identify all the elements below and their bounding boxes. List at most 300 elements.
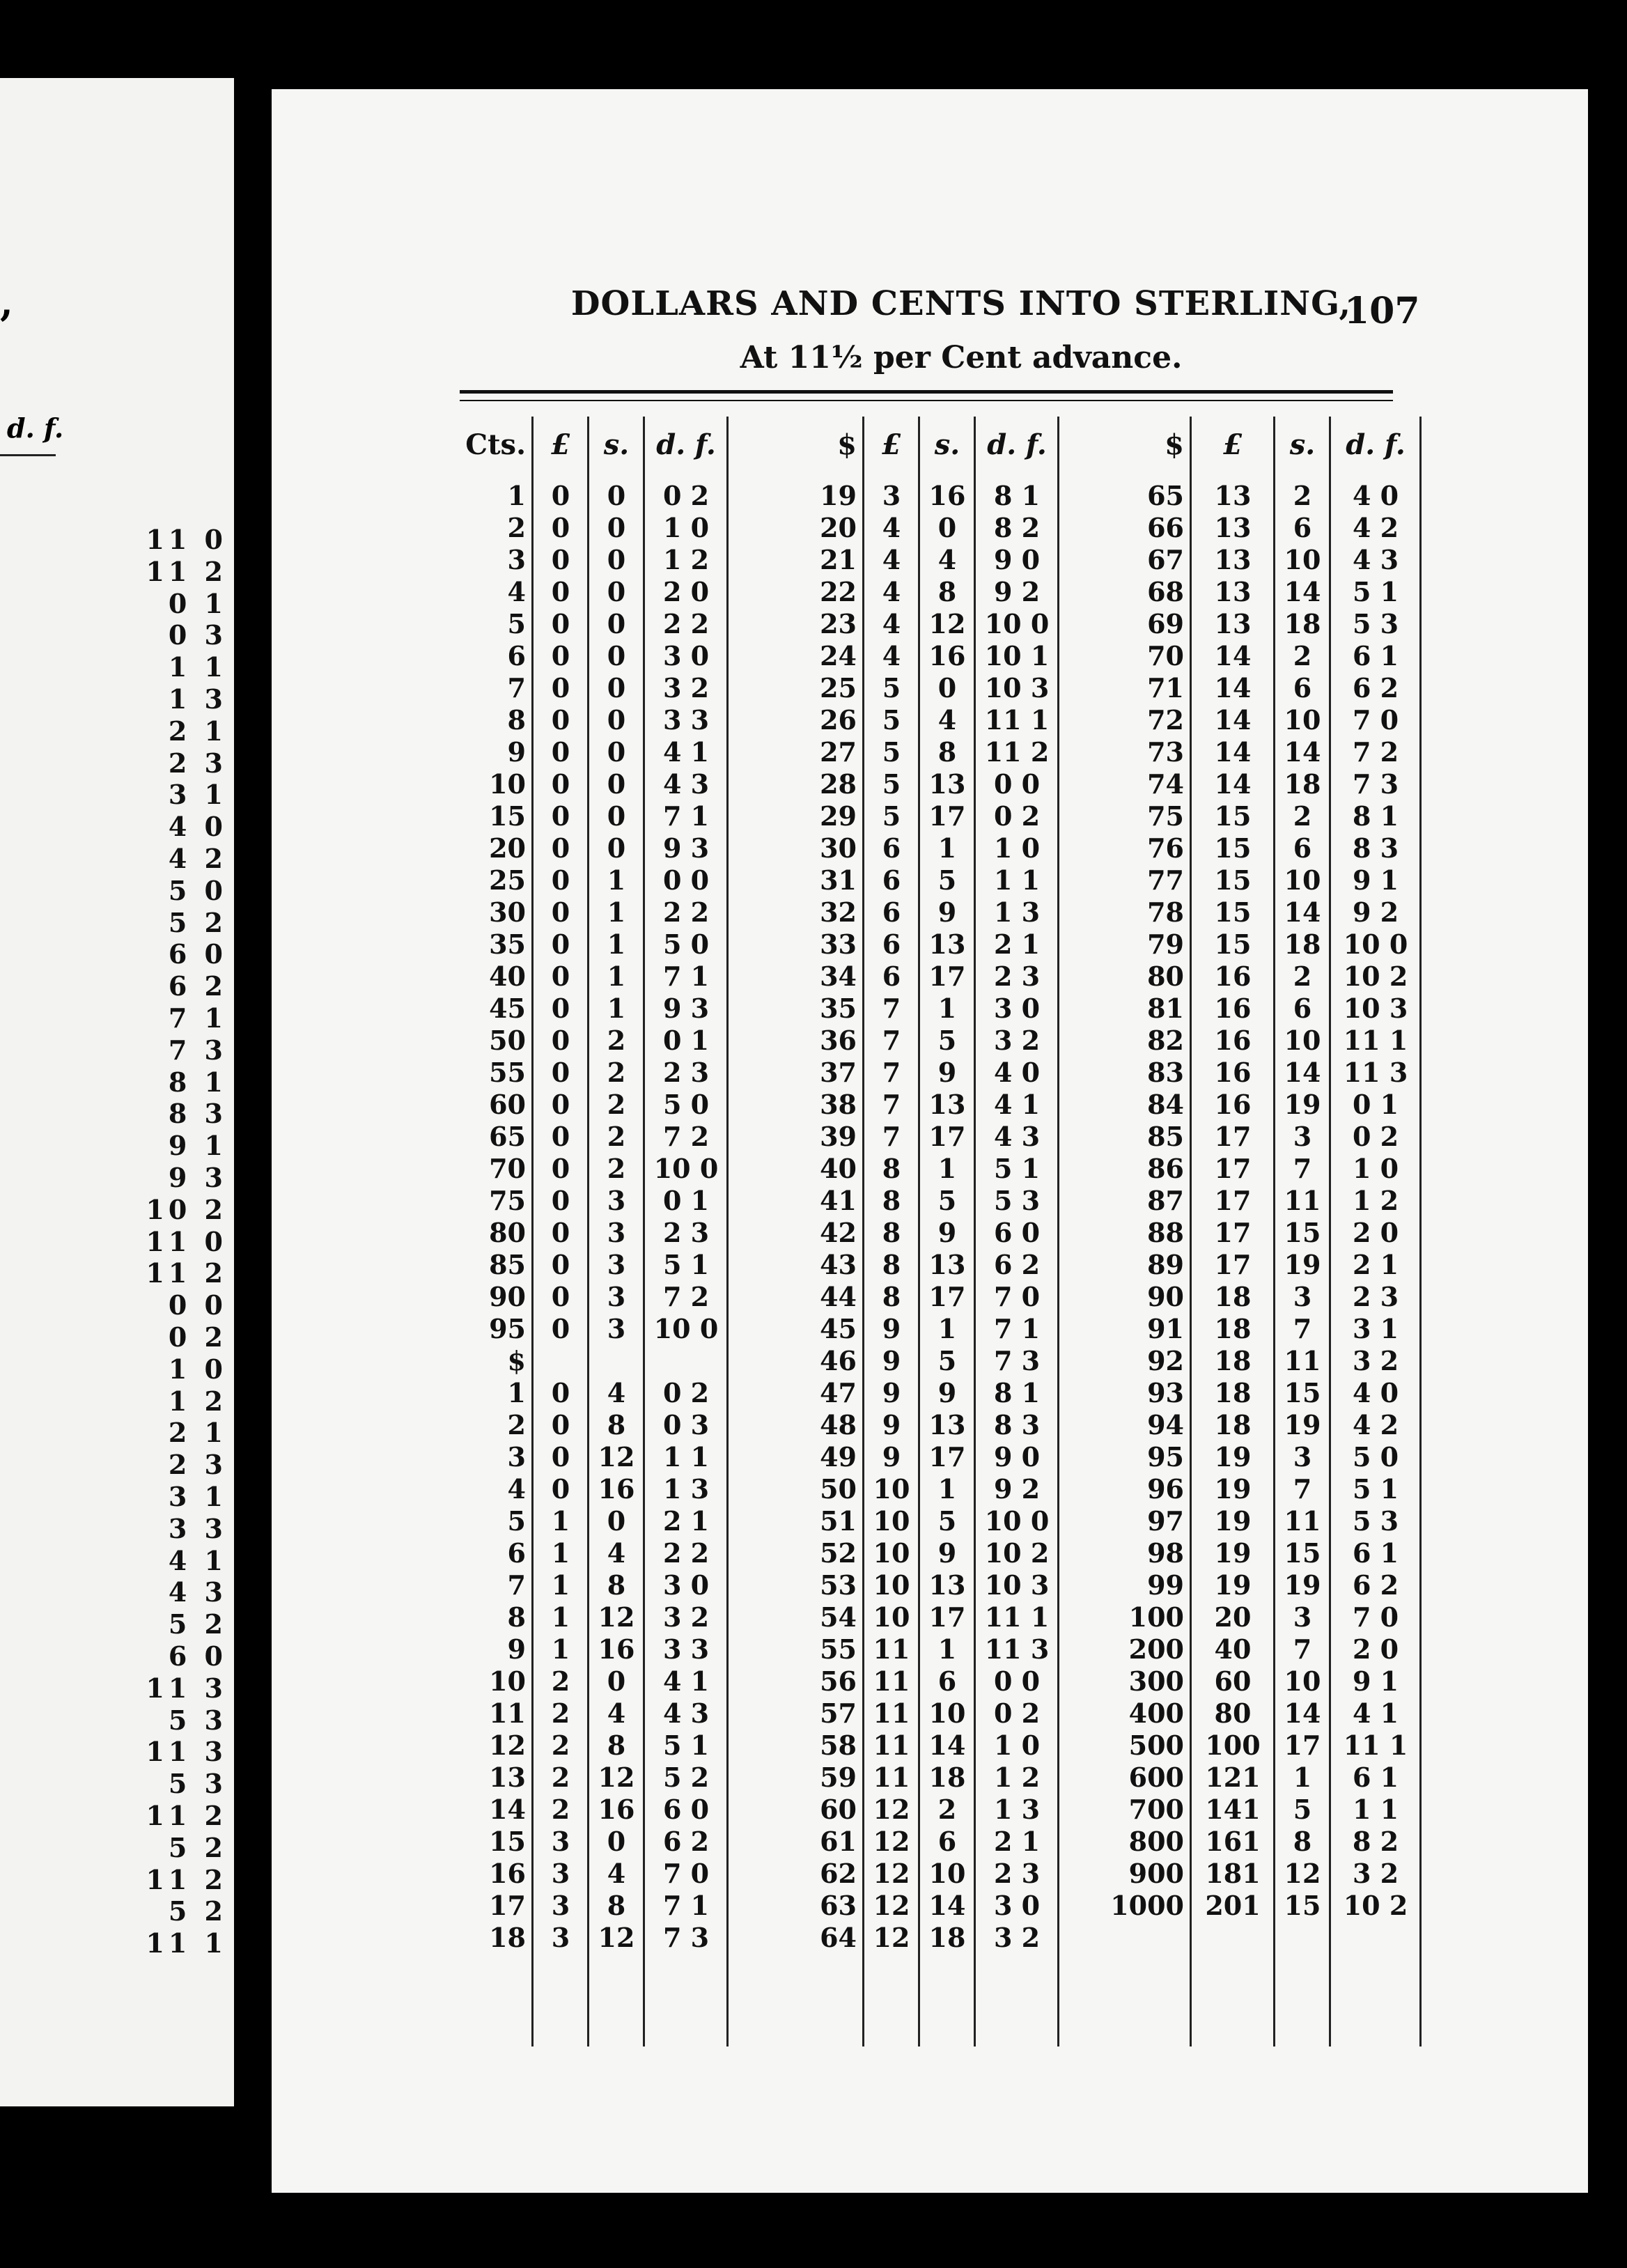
table-cell: 3	[1293, 1601, 1312, 1633]
page-subtitle: At 11½ per Cent advance.	[740, 340, 1183, 375]
table-cell: 4	[937, 543, 957, 575]
table-cell: 0	[607, 736, 626, 768]
table-row	[1100, 1537, 1421, 1569]
table-cell: 23	[820, 607, 857, 639]
table-cell: 16	[598, 1473, 635, 1505]
table-cell: 15	[1284, 1376, 1321, 1408]
table-cell: 12	[873, 1889, 910, 1921]
table-cell: 15	[1214, 864, 1252, 896]
table-cell: 12	[873, 1921, 910, 1953]
left-value-cell: 3 1	[168, 1481, 227, 1512]
left-value-cell: 7 3	[168, 1034, 227, 1066]
table-cell: 3 0	[993, 992, 1041, 1024]
table-cell: 83	[1147, 1056, 1184, 1088]
left-value-cell: 11 0	[146, 524, 227, 555]
table-cell: 81	[1147, 992, 1184, 1024]
table-cell: 50	[820, 1473, 857, 1505]
table-cell: 16	[598, 1633, 635, 1665]
table-cell: 16	[1214, 1056, 1252, 1088]
table-cell: 90	[489, 1280, 526, 1312]
table-cell: 89	[1147, 1248, 1184, 1280]
table-cell: 1 0	[993, 1729, 1041, 1761]
left-value-cell: 1 2	[168, 1385, 227, 1417]
table-cell: 55	[489, 1056, 526, 1088]
left-value-cell: 10 2	[146, 1193, 227, 1225]
table-cell: 6 2	[993, 1248, 1041, 1280]
table-cell: 85	[1147, 1120, 1184, 1152]
table-cell: $	[507, 1344, 526, 1376]
table-cell: 9 0	[993, 1440, 1041, 1473]
table-cell: 9	[937, 1376, 957, 1408]
table-cell: 0	[551, 671, 570, 704]
left-value-cell: 8 1	[168, 1066, 227, 1098]
table-cell: 700	[1128, 1793, 1184, 1825]
table-cell: 3	[607, 1216, 626, 1248]
table-cell: 5	[937, 1344, 957, 1376]
table-cell: 10	[1284, 1665, 1321, 1697]
table-cell: 2	[607, 1088, 626, 1120]
table-cell: 10	[1284, 1024, 1321, 1056]
table-cell: 27	[820, 736, 857, 768]
table-cell: 10	[873, 1537, 910, 1569]
table-cell: 2 1	[993, 1825, 1041, 1857]
column-rule	[587, 417, 589, 2046]
table-cell: 33	[820, 928, 857, 960]
table-cell: 59	[820, 1761, 857, 1793]
table-cell: 18	[1214, 1408, 1252, 1440]
table-cell: 0	[937, 671, 957, 704]
table-cell: 10 1	[984, 639, 1050, 671]
table-cell: 3 2	[662, 671, 710, 704]
table-cell: 3	[551, 1889, 570, 1921]
table-cell: 800	[1128, 1825, 1184, 1857]
table-cell: 9 0	[993, 543, 1041, 575]
column-rule	[974, 417, 976, 2046]
table-cell: 63	[820, 1889, 857, 1921]
table-cell: 9	[937, 1056, 957, 1088]
table-cell: 2	[1293, 639, 1312, 671]
column-header: £	[1223, 428, 1243, 461]
table-cell: 9	[937, 1537, 957, 1569]
table-cell: 45	[820, 1312, 857, 1344]
table-cell: 13	[928, 1408, 966, 1440]
column-rule	[1273, 417, 1275, 2046]
table-cell: 8	[607, 1889, 626, 1921]
table-cell: 10 0	[984, 607, 1050, 639]
table-cell: 7 0	[1352, 1601, 1399, 1633]
table-cell: 0	[937, 511, 957, 543]
table-row	[1100, 1152, 1421, 1184]
table-cell: 0	[551, 1248, 570, 1280]
left-value-cell: 7 1	[168, 1002, 227, 1034]
left-value-cell: 5 2	[168, 1608, 227, 1640]
table-cell: 4	[882, 575, 901, 607]
table-cell: 3	[607, 1184, 626, 1216]
table-cell: 4 3	[1352, 543, 1399, 575]
table-row	[1100, 1761, 1421, 1793]
left-value-cell: 6 2	[168, 970, 227, 1002]
table-cell: 0	[551, 575, 570, 607]
table-cell: 2 1	[993, 928, 1041, 960]
table-cell: 3 1	[1352, 1312, 1399, 1344]
table-cell: 13	[1214, 575, 1252, 607]
table-cell: 13	[928, 1569, 966, 1601]
table-cell: 201	[1205, 1889, 1261, 1921]
table-cell: 2 3	[993, 1857, 1041, 1889]
left-value-cell: 9 1	[168, 1130, 227, 1162]
table-cell: 8	[1293, 1825, 1312, 1857]
table-cell: 26	[820, 704, 857, 736]
table-cell: 7 0	[662, 1857, 710, 1889]
table-cell: 13	[1214, 607, 1252, 639]
table-cell: 1	[607, 960, 626, 992]
table-row	[1100, 1729, 1421, 1761]
left-value-cell: 2 3	[168, 747, 227, 779]
table-cell: 4 3	[662, 768, 710, 800]
table-row	[1100, 864, 1421, 896]
table-cell: 11 1	[1343, 1024, 1408, 1056]
table-cell: 44	[820, 1280, 857, 1312]
table-cell: 4 1	[662, 736, 710, 768]
table-cell: 6	[937, 1825, 957, 1857]
table-cell: 29	[820, 800, 857, 832]
table-cell: 15	[1284, 1537, 1321, 1569]
table-cell: 19	[1284, 1248, 1321, 1280]
left-value-cell: 5 2	[168, 1831, 227, 1863]
table-cell: 6 1	[1352, 639, 1399, 671]
table-cell: 10 0	[1343, 928, 1408, 960]
table-cell: 17	[1214, 1120, 1252, 1152]
table-cell: 1	[937, 832, 957, 864]
table-cell: 0	[551, 704, 570, 736]
table-cell: 97	[1147, 1505, 1184, 1537]
column-rule	[531, 417, 534, 2046]
table-cell: 8	[882, 1184, 901, 1216]
table-cell: 24	[820, 639, 857, 671]
table-cell: 8 1	[993, 1376, 1041, 1408]
table-cell: 10 2	[1343, 960, 1408, 992]
table-cell: 0	[551, 607, 570, 639]
table-cell: 100	[1205, 1729, 1261, 1761]
table-cell: 15	[1284, 1889, 1321, 1921]
column-header: £	[551, 428, 570, 461]
table-cell: 1	[937, 992, 957, 1024]
column-header: s.	[1289, 428, 1316, 461]
table-row	[1100, 1569, 1421, 1601]
left-value-cell: 11 2	[146, 1800, 227, 1831]
table-cell: 13	[489, 1761, 526, 1793]
table-cell: 18	[928, 1761, 966, 1793]
table-cell: 17	[928, 960, 966, 992]
table-cell: 14	[928, 1729, 966, 1761]
left-value-cell: 11 2	[146, 1863, 227, 1895]
column-rule	[918, 417, 920, 2046]
column-rule	[862, 417, 864, 2046]
table-cell: 7	[1293, 1152, 1312, 1184]
table-cell: 56	[820, 1665, 857, 1697]
table-cell: 0	[607, 704, 626, 736]
table-cell: 18	[1214, 1312, 1252, 1344]
table-cell: 16	[1214, 1088, 1252, 1120]
table-cell: 0	[551, 1473, 570, 1505]
table-cell: 30	[820, 832, 857, 864]
table-cell: 12	[598, 1440, 635, 1473]
table-cell: 2	[551, 1793, 570, 1825]
table-cell: 6	[507, 1537, 526, 1569]
table-cell: 7 0	[993, 1280, 1041, 1312]
table-cell: 0	[607, 479, 626, 511]
table-cell: 8	[507, 1601, 526, 1633]
page-number: 107	[1344, 290, 1420, 332]
table-cell: 9	[882, 1440, 901, 1473]
table-cell: 78	[1147, 896, 1184, 928]
table-cell: 16	[1214, 992, 1252, 1024]
table-cell: 10 0	[653, 1152, 719, 1184]
table-cell: 12	[873, 1825, 910, 1857]
table-cell: 3	[1293, 1120, 1312, 1152]
table-cell: 1	[507, 1376, 526, 1408]
table-cell: 14	[1214, 768, 1252, 800]
table-cell: 6 1	[1352, 1537, 1399, 1569]
table-cell: 0 2	[662, 479, 710, 511]
table-cell: 14	[1214, 704, 1252, 736]
table-cell: 21	[820, 543, 857, 575]
table-cell: 0	[607, 607, 626, 639]
table-cell: 7 2	[662, 1120, 710, 1152]
table-cell: 52	[820, 1537, 857, 1569]
table-cell: 3 0	[662, 1569, 710, 1601]
table-cell: 0	[551, 864, 570, 896]
table-row	[1100, 1440, 1421, 1473]
left-value-cell: 4 0	[168, 811, 227, 843]
left-value-cell: 11 0	[146, 1225, 227, 1257]
table-cell: 9 1	[1352, 1665, 1399, 1697]
table-cell: 96	[1147, 1473, 1184, 1505]
table-row	[1100, 1601, 1421, 1633]
page-title: DOLLARS AND CENTS INTO STERLING,	[570, 284, 1352, 323]
table-cell: 5 0	[1352, 1440, 1399, 1473]
table-row	[1100, 543, 1421, 575]
table-cell: 65	[1147, 479, 1184, 511]
table-cell: 7 1	[662, 1889, 710, 1921]
table-cell: 6	[882, 832, 901, 864]
left-value-cell: 5 0	[168, 874, 227, 906]
table-cell: 0	[607, 1825, 626, 1857]
table-cell: 5	[882, 800, 901, 832]
table-row	[1100, 1376, 1421, 1408]
table-cell: 5 1	[662, 1729, 710, 1761]
table-cell: 2	[551, 1761, 570, 1793]
table-cell: 0 0	[993, 1665, 1041, 1697]
table-cell: 8	[607, 1729, 626, 1761]
left-value-cell: 1 3	[168, 683, 227, 715]
table-cell: 1	[551, 1601, 570, 1633]
table-cell: 0 0	[662, 864, 710, 896]
table-cell: 6	[937, 1665, 957, 1697]
table-cell: 10	[873, 1473, 910, 1505]
table-cell: 76	[1147, 832, 1184, 864]
table-cell: 11 1	[1343, 1729, 1408, 1761]
table-cell: 20	[489, 832, 526, 864]
table-cell: 0	[607, 800, 626, 832]
left-value-cell: 5 3	[168, 1704, 227, 1736]
table-cell: 15	[1214, 896, 1252, 928]
table-cell: 11	[873, 1761, 910, 1793]
table-cell: 5	[507, 1505, 526, 1537]
left-value-cell: 2 3	[168, 1449, 227, 1481]
conversion-table-dollars-19-64	[780, 410, 1059, 2046]
table-cell: 300	[1128, 1665, 1184, 1697]
table-cell: 72	[1147, 704, 1184, 736]
table-cell: 1 2	[662, 543, 710, 575]
table-cell: 2	[937, 1793, 957, 1825]
table-cell: 7	[882, 1056, 901, 1088]
left-value-cell: 4 3	[168, 1576, 227, 1608]
table-cell: 75	[1147, 800, 1184, 832]
table-cell: 4 3	[993, 1120, 1041, 1152]
left-value-cell: 2 1	[168, 1417, 227, 1449]
table-cell: 5 3	[1352, 607, 1399, 639]
table-cell: 9	[882, 1376, 901, 1408]
table-cell: 19	[1214, 1473, 1252, 1505]
table-cell: 14	[1284, 896, 1321, 928]
table-cell: 17	[928, 1440, 966, 1473]
table-cell: 0 2	[993, 800, 1041, 832]
table-cell: 0	[551, 1024, 570, 1056]
table-cell: 1	[607, 992, 626, 1024]
table-cell: 13	[928, 928, 966, 960]
table-cell: 6	[882, 928, 901, 960]
table-cell: 19	[1284, 1408, 1321, 1440]
table-cell: 3	[1293, 1440, 1312, 1473]
table-cell: 9	[882, 1344, 901, 1376]
table-cell: 5	[882, 768, 901, 800]
table-cell: 5 1	[662, 1248, 710, 1280]
table-cell: 65	[489, 1120, 526, 1152]
table-cell: 31	[820, 864, 857, 896]
table-cell: 10	[489, 768, 526, 800]
table-cell: 17	[928, 1120, 966, 1152]
table-cell: 0	[551, 639, 570, 671]
table-row	[1100, 1184, 1421, 1216]
left-value-cell: 0 1	[168, 587, 227, 619]
table-cell: 79	[1147, 928, 1184, 960]
table-row	[1100, 1056, 1421, 1088]
table-cell: 3	[507, 1440, 526, 1473]
header-rule-thick	[460, 390, 1393, 394]
column-header: s.	[603, 428, 630, 461]
table-cell: 17	[1214, 1216, 1252, 1248]
table-cell: 6 2	[662, 1825, 710, 1857]
table-cell: 12	[598, 1601, 635, 1633]
table-cell: 15	[1214, 800, 1252, 832]
table-cell: 35	[489, 928, 526, 960]
table-row	[1100, 832, 1421, 864]
table-cell: 2 3	[993, 960, 1041, 992]
table-cell: 11 2	[984, 736, 1050, 768]
table-cell: 1 0	[993, 832, 1041, 864]
table-cell: 10 2	[984, 1537, 1050, 1569]
table-cell: 3 2	[993, 1024, 1041, 1056]
table-cell: 7 3	[993, 1344, 1041, 1376]
table-cell: 18	[1214, 1280, 1252, 1312]
table-cell: 9	[882, 1408, 901, 1440]
table-cell: 16	[928, 639, 966, 671]
table-cell: 4	[607, 1537, 626, 1569]
table-cell: 10	[873, 1505, 910, 1537]
table-cell: 8	[882, 1216, 901, 1248]
table-cell: 3 2	[1352, 1344, 1399, 1376]
table-cell: 5 1	[993, 1152, 1041, 1184]
table-cell: 7 1	[993, 1312, 1041, 1344]
table-cell: 64	[820, 1921, 857, 1953]
table-row	[1100, 1248, 1421, 1280]
table-cell: 2 2	[662, 896, 710, 928]
left-value-cell: 1 1	[168, 651, 227, 683]
table-cell: 5	[937, 1505, 957, 1537]
table-cell: 13	[1214, 511, 1252, 543]
table-cell: 10	[873, 1569, 910, 1601]
table-cell: 92	[1147, 1344, 1184, 1376]
table-cell: 20	[1214, 1601, 1252, 1633]
table-cell: 1 3	[993, 896, 1041, 928]
table-cell: 4 0	[1352, 1376, 1399, 1408]
table-cell: 11	[873, 1633, 910, 1665]
table-cell: 3 3	[662, 704, 710, 736]
table-cell: 8	[607, 1408, 626, 1440]
table-cell: 1	[607, 928, 626, 960]
table-cell: 4	[507, 575, 526, 607]
table-cell: 14	[1214, 671, 1252, 704]
table-cell: 2	[607, 1152, 626, 1184]
table-row	[1100, 1344, 1421, 1376]
table-cell: 141	[1205, 1793, 1261, 1825]
table-cell: 8	[937, 736, 957, 768]
table-cell: 3	[507, 543, 526, 575]
table-cell: 14	[1214, 639, 1252, 671]
table-cell: 28	[820, 768, 857, 800]
table-cell: 68	[1147, 575, 1184, 607]
book-gutter	[234, 0, 272, 2268]
left-value-cell: 8 3	[168, 1098, 227, 1130]
table-cell: 10	[1284, 543, 1321, 575]
table-cell: 15	[489, 1825, 526, 1857]
table-cell: 1 3	[662, 1473, 710, 1505]
table-cell: 1 1	[662, 1440, 710, 1473]
table-cell: 0	[551, 479, 570, 511]
table-cell: 11	[873, 1697, 910, 1729]
table-cell: 11	[873, 1665, 910, 1697]
table-cell: 1	[507, 479, 526, 511]
table-cell: 14	[1284, 1056, 1321, 1088]
table-cell: 62	[820, 1857, 857, 1889]
table-row	[1100, 1408, 1421, 1440]
left-page-fragment	[0, 78, 234, 2106]
table-cell: 6	[882, 896, 901, 928]
table-cell: 71	[1147, 671, 1184, 704]
table-cell: 9 2	[1352, 896, 1399, 928]
table-cell: 0	[551, 928, 570, 960]
table-cell: 2 2	[662, 607, 710, 639]
table-cell: 18	[1214, 1344, 1252, 1376]
table-cell: 500	[1128, 1729, 1184, 1761]
table-header-row	[1100, 410, 1421, 479]
table-cell: 4 1	[662, 1665, 710, 1697]
table-cell: 6 2	[1352, 1569, 1399, 1601]
table-row	[1100, 1024, 1421, 1056]
table-cell: 0	[551, 992, 570, 1024]
table-cell: 11 1	[984, 704, 1050, 736]
